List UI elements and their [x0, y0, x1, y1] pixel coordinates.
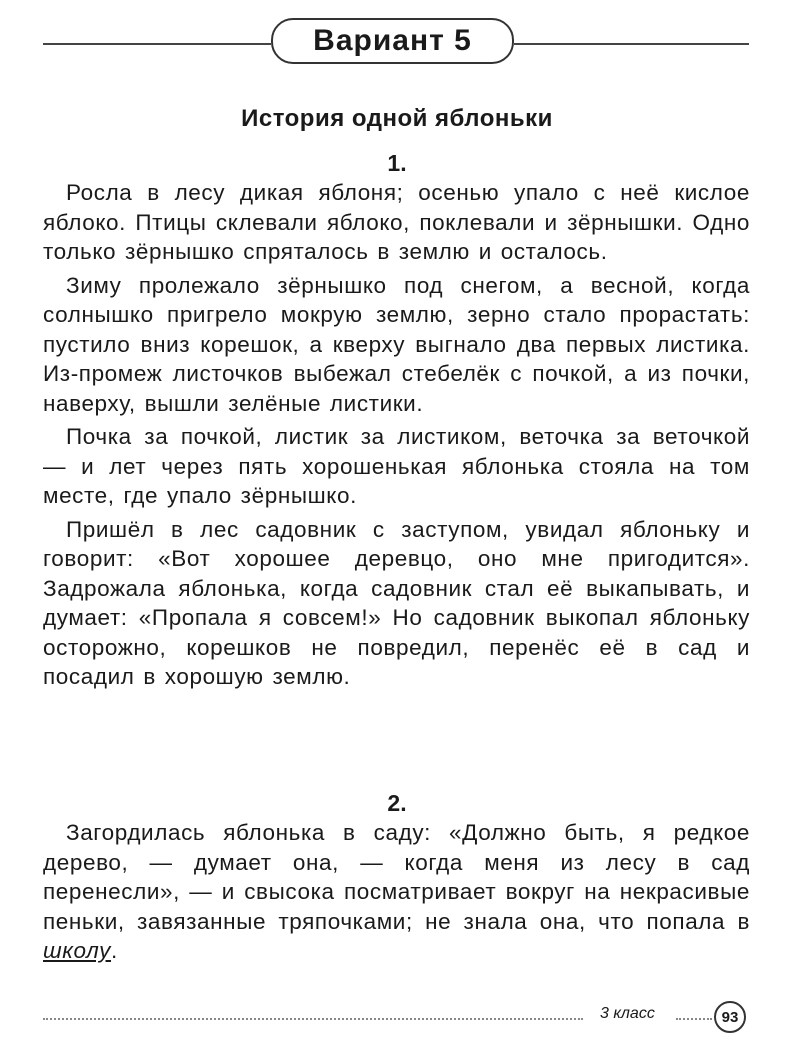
emphasized-word: школу	[43, 938, 112, 963]
footer-dotted-rule-right	[676, 1018, 712, 1020]
paragraph-end: .	[111, 938, 118, 963]
paragraph: Пришёл в лес садовник с заступом, увидал яблоньку и говорит: «Вот хорошее деревцо, оно мне пригодится». Задрожала яблонька, когда садовник стал её выкапывать, и думает: «Пропала я совсем!» Но садовник выкопал яблоньку осторожно, корешков не повредил, перенёс её в сад и посадил в хорошую землю.	[43, 516, 750, 689]
paragraph: Почка за почкой, листик за листиком, веточка за веточкой — и лет через пять хорошенькая яблонька стояла на том месте, где упало зёрнышко.	[43, 424, 750, 508]
grade-label: 3 класс	[600, 1005, 655, 1022]
section-1-text	[43, 178, 750, 696]
page-number: 93	[714, 1001, 746, 1033]
header-rule-right	[514, 43, 749, 45]
story-title: История одной яблоньки	[241, 105, 553, 132]
paragraph-text: Загордилась яблонька в саду: «Должно быть, я редкое дерево, — думает она, — когда меня из лесу в сад перенесли», — и свысока посматривает вокруг на некрасивые пеньки, завязанные тряпочками; не знала она, что попала в	[43, 820, 750, 934]
section-2-text	[43, 818, 750, 970]
header-rule-left	[43, 43, 271, 45]
paragraph: Зиму пролежало зёрнышко под снегом, а весной, когда солнышко пригрело мокрую землю, зерно стало прорастать: пустило вниз корешок, а кверху выгнало два первых листика. Из-промеж листочков выбежал стебелёк с почкой, а из почки, наверху, вышли зелёные листики.	[43, 272, 750, 416]
paragraph: Росла в лесу дикая яблоня; осенью упало с неё кислое яблоко. Птицы склевали яблоко, поклевали и зёрнышки. Одно только зёрнышко спряталось в землю и осталось.	[43, 180, 750, 264]
section-number-2: 2.	[387, 790, 407, 816]
paragraph	[43, 818, 750, 966]
header	[0, 18, 794, 70]
section-number-1: 1.	[387, 150, 407, 176]
variant-title: Вариант 5	[271, 18, 514, 64]
footer	[0, 1000, 794, 1036]
footer-dotted-rule	[43, 1018, 583, 1020]
